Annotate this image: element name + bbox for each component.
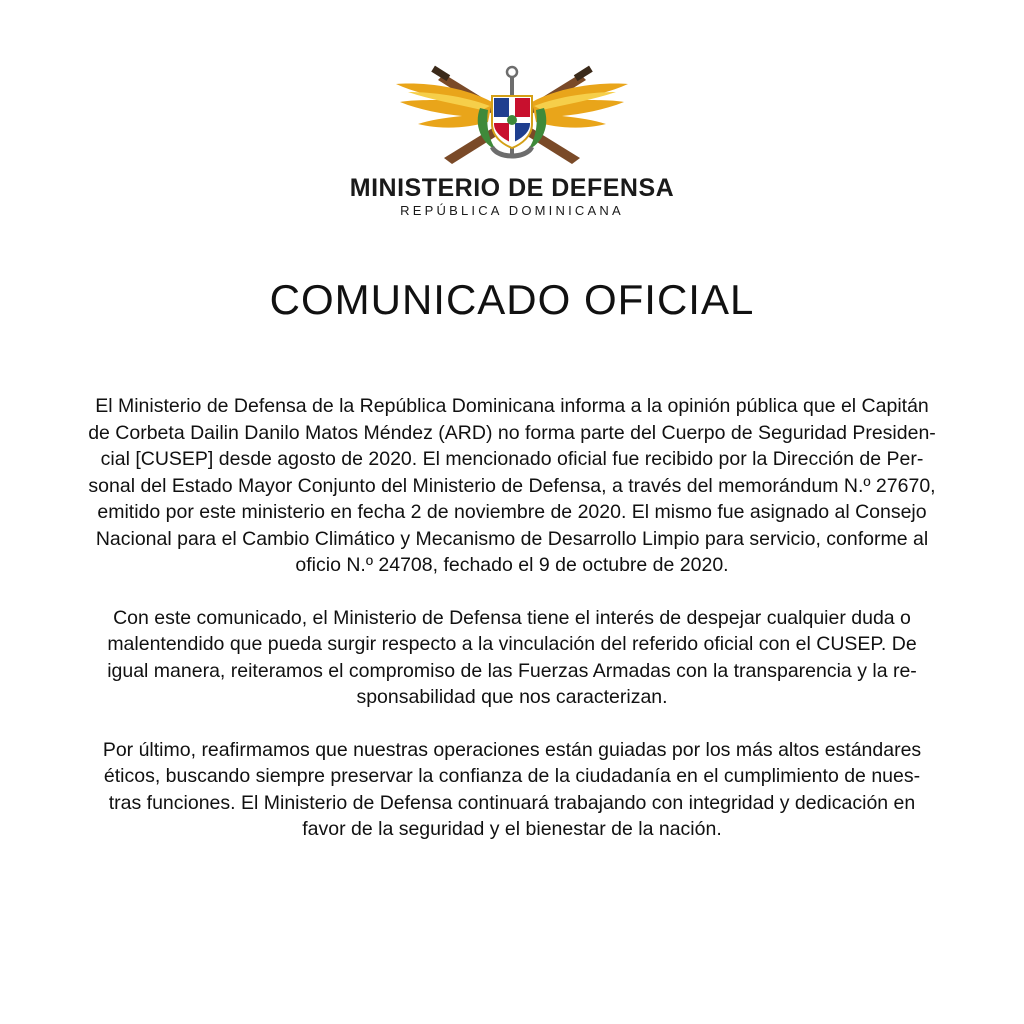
document-title: COMUNICADO OFICIAL xyxy=(269,276,755,323)
paragraph-3: Por último, reafirmamos que nuestras operaciones están guiadas por los más altos estándares éticos, buscando siempre preservar la confianza de la ciudadanía en el cumplimiento de nues- tras funciones. El Ministerio de Defensa continuará trabajando con integridad y dedicación en favor de la seguridad y el bienestar de la nación. xyxy=(102,738,922,840)
communique-body xyxy=(78,393,946,869)
coat-of-arms-shield-icon xyxy=(492,96,532,148)
ministry-emblem-icon xyxy=(392,62,632,168)
right-wing-icon xyxy=(532,84,628,128)
paragraph-2: Con este comunicado, el Ministerio de Defensa tiene el interés de despejar cualquier duda o malentendido que pueda surgir respecto a la vinculación del referido oficial con el CUSEP. De igual manera, reiteramos el compromiso de las Fuerzas Armadas con la transparencia y la re- sponsabilidad que nos caracterizan. xyxy=(107,606,917,708)
left-wing-icon xyxy=(396,84,492,128)
country-name: REPÚBLICA DOMINICANA xyxy=(400,203,624,218)
ministry-name: MINISTERIO DE DEFENSA xyxy=(349,174,675,202)
paragraph-1: El Ministerio de Defensa de la República Dominicana informa a la opinión pública que el Capitán de Corbeta Dailin Danilo Matos Méndez (ARD) no forma parte del Cuerpo de Seguridad Presiden- cial [CUSEP] desde agosto de 2020. El mencionado oficial fue recibido por la Dirección de Per- sonal del Estado Mayor Conjunto del Ministerio de Defensa, a través del memorándum N.º 27670, emitido por este ministerio en fecha 2 de noviembre de 2020. El mismo fue asignado al Consejo Nacional para el Cambio Climático y Mecanismo de Desarrollo Limpio para servicio, conforme al oficio N.º 24708, fechado el 9 de octubre de 2020. xyxy=(88,395,936,576)
